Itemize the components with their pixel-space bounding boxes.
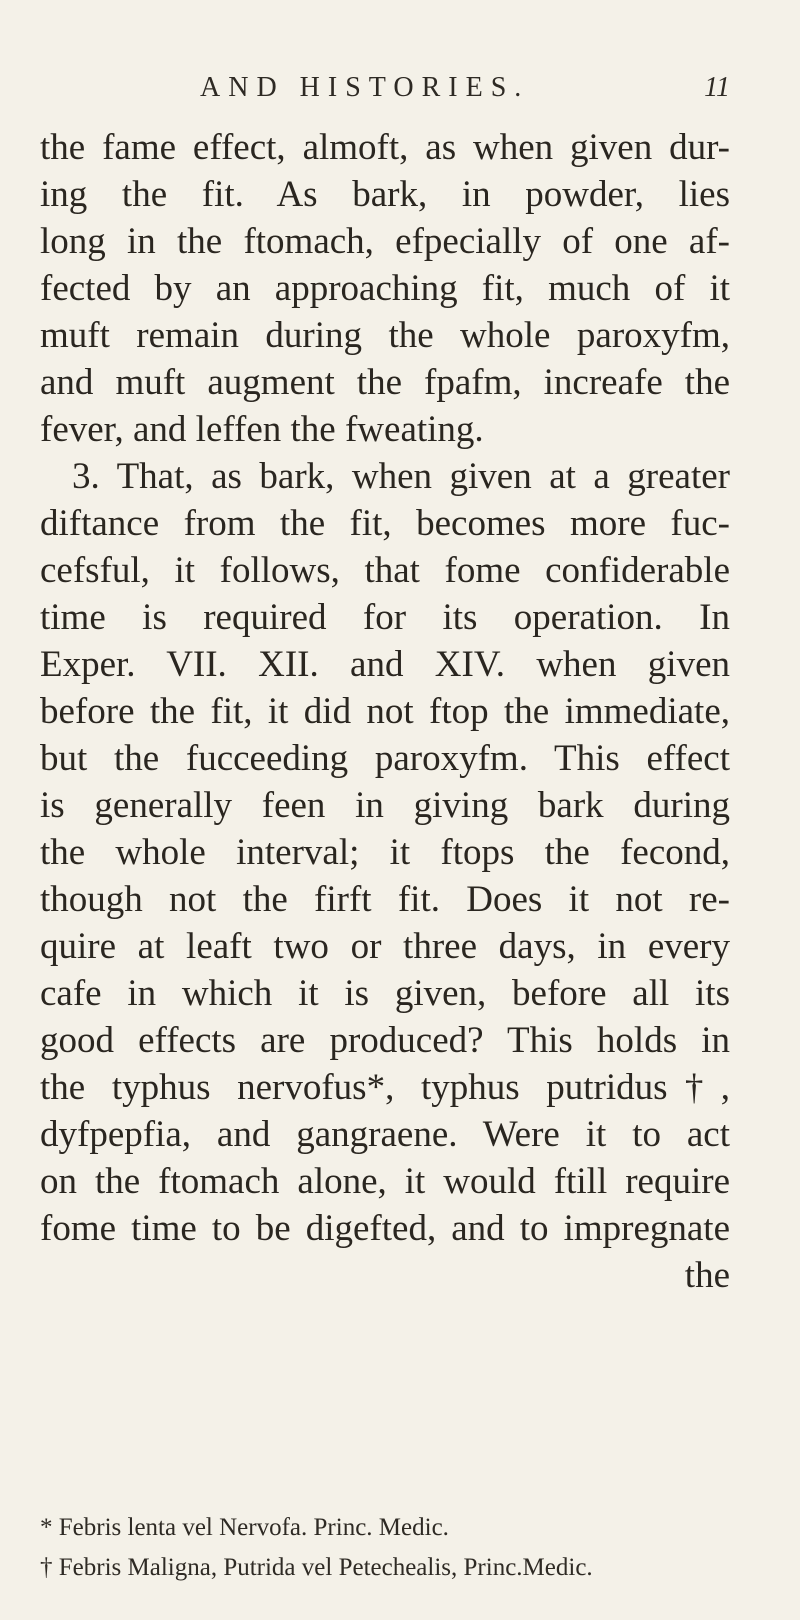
text-line: dyfpepfia, and gangraene. Were it to act <box>40 1114 730 1155</box>
catchword: the <box>684 1255 730 1296</box>
footnotes <box>40 1508 740 1588</box>
text-line: quire at leaft two or three days, in every <box>40 926 730 967</box>
text-line: but the fucceeding paroxyfm. This effect <box>40 738 730 779</box>
text-line: is generally feen in giving bark during <box>40 785 730 826</box>
body-text <box>40 124 730 1299</box>
text-line: 3. That, as bark, when given at a greater <box>72 456 730 497</box>
text-line: cefsful, it follows, that fome confiderable <box>40 550 730 591</box>
text-line: good effects are produced? This holds in <box>40 1020 730 1061</box>
text-line: diftance from the fit, becomes more fuc- <box>40 503 730 544</box>
text-line: muft remain during the whole paroxyfm, <box>40 315 730 356</box>
text-line: cafe in which it is given, before all its <box>40 973 730 1014</box>
text-line: fome time to be digefted, and to impregnate <box>40 1208 730 1249</box>
text-line: Exper. VII. XII. and XIV. when given <box>40 644 730 685</box>
text-line: ing the fit. As bark, in powder, lies <box>40 174 730 215</box>
text-line: though not the firft fit. Does it not re- <box>40 879 730 920</box>
text-line: the typhus nervofus*, typhus putridus†, <box>40 1067 730 1108</box>
text-line: and muft augment the fpafm, increafe the <box>40 362 730 403</box>
running-head: AND HISTORIES. <box>200 72 530 103</box>
page-header <box>40 72 730 112</box>
text-line: fever, and leffen the fweating. <box>40 409 484 450</box>
footnote: * Febris lenta vel Nervofa. Princ. Medic. <box>40 1514 449 1541</box>
text-line: before the fit, it did not ftop the immediate, <box>40 691 730 732</box>
text-line: long in the ftomach, efpecially of one af- <box>40 221 730 262</box>
text-line: the whole interval; it ftops the fecond, <box>40 832 730 873</box>
text-line: fected by an approaching fit, much of it <box>40 268 730 309</box>
page-number: 11 <box>704 72 730 103</box>
text-line: time is required for its operation. In <box>40 597 730 638</box>
text-line: on the ftomach alone, it would ftill require <box>40 1161 730 1202</box>
footnote: † Febris Maligna, Putrida vel Petechealis, Princ.Medic. <box>40 1554 593 1581</box>
text-line: the fame effect, almoft, as when given dur- <box>40 127 730 168</box>
